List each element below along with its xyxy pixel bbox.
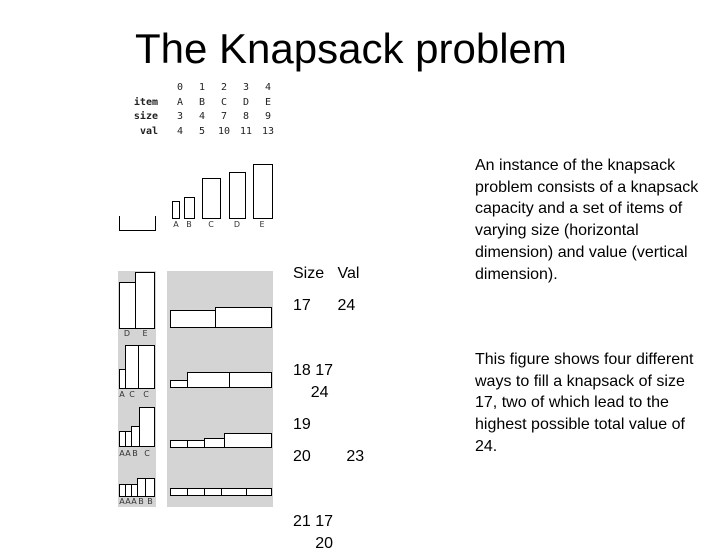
size-val-header: Size Val: [293, 265, 360, 282]
size-cell: 9: [264, 111, 272, 122]
knapsack3-item-c: [225, 434, 272, 448]
item-bar-a: [173, 202, 180, 219]
solution2-item-c: [139, 346, 155, 389]
val-cell: 5: [198, 125, 206, 137]
solution-label: B: [138, 497, 144, 506]
solution2-item-c: [126, 346, 139, 389]
size-val-line: 24: [293, 384, 329, 401]
knapsack2-item-c: [188, 373, 230, 388]
solution2-item-a: [120, 370, 126, 389]
slide-title: The Knapsack problem: [135, 25, 567, 72]
size-val-line: 21 17: [293, 513, 334, 530]
size-val-line: 17 24: [293, 297, 356, 314]
item-bar-d: [230, 173, 246, 219]
row-label-size: size: [133, 111, 158, 122]
solution3-item-a: [126, 432, 132, 447]
solution4-item-a: [132, 485, 138, 497]
knapsack4-item-b: [247, 489, 272, 496]
solution4-item-a: [120, 485, 126, 497]
item-cell: B: [198, 96, 206, 108]
solution-label: D: [123, 329, 131, 338]
knapsack4-item-a: [205, 489, 222, 496]
item-bar-label: E: [259, 220, 265, 229]
index-cell: 3: [242, 82, 250, 93]
size-val-line: 18 17: [293, 362, 334, 379]
index-cell: 4: [264, 82, 272, 93]
row-label-val: val: [139, 125, 158, 137]
solution-label: B: [147, 497, 153, 506]
solution-label: A: [119, 497, 125, 506]
solution4-item-b: [146, 479, 155, 497]
item-cell: C: [220, 96, 228, 108]
solution-label: B: [132, 449, 138, 458]
solution3-item-a: [120, 432, 126, 447]
solution-label: C: [144, 449, 150, 458]
solution-label: A: [119, 449, 125, 458]
item-bar-label: C: [208, 220, 214, 229]
item-cell: E: [264, 96, 272, 108]
solution-label: A: [131, 497, 137, 506]
knapsack1-item-d: [171, 311, 216, 328]
knapsack1-item-e: [216, 308, 272, 328]
item-bar-b: [185, 198, 195, 219]
solution-label: A: [119, 390, 125, 399]
val-cell: 4: [176, 125, 184, 137]
size-val-line: 19: [293, 416, 311, 433]
solution-label: A: [125, 449, 131, 458]
solution3-item-c: [140, 408, 155, 447]
solution-label: E: [142, 329, 148, 338]
item-cell: D: [242, 96, 250, 108]
solution1-item-d: [120, 283, 136, 329]
index-cell: 2: [220, 82, 228, 93]
item-bar-label: D: [233, 220, 241, 229]
knapsack2-item-a: [171, 381, 188, 388]
solution1-item-e: [136, 273, 155, 329]
val-cell: 10: [217, 125, 231, 137]
item-bar-e: [254, 165, 273, 219]
size-val-line: 20: [293, 535, 334, 552]
size-cell: 3: [176, 111, 184, 122]
row-label-item: item: [133, 96, 158, 108]
item-bar-c: [203, 179, 221, 219]
knapsack3-item-b: [205, 439, 225, 448]
index-cell: 0: [176, 82, 184, 93]
solution-label: A: [125, 497, 131, 506]
knapsack4-item-a: [188, 489, 205, 496]
item-bar-label: B: [186, 220, 192, 229]
knapsack3-item-a: [188, 441, 205, 448]
knapsack2-item-c: [230, 373, 272, 388]
val-cell: 11: [239, 125, 253, 137]
description-paragraph-2: This figure shows four different ways to fill a knapsack of size 17, two of which lead to the highest possible total value of 24.: [475, 351, 694, 455]
size-cell: 8: [242, 111, 250, 122]
knapsack3-item-a: [171, 441, 188, 448]
solution-label: C: [143, 390, 149, 399]
solution3-item-b: [132, 427, 140, 447]
description-paragraph-1: An instance of the knapsack problem consists of a knapsack capacity and a set of items of varying size (horizontal dimension) and value (vertical dimension).: [475, 157, 699, 283]
solution4-item-a: [126, 485, 132, 497]
index-cell: 1: [198, 82, 206, 93]
knapsack4-item-b: [222, 489, 247, 496]
size-cell: 4: [198, 111, 206, 122]
solution-label: C: [129, 390, 135, 399]
item-bar-label: A: [173, 220, 179, 229]
solution4-item-b: [138, 479, 146, 497]
size-cell: 7: [220, 111, 228, 122]
knapsack4-item-a: [171, 489, 188, 496]
val-cell: 13: [261, 125, 275, 137]
empty-knapsack: [120, 216, 156, 231]
size-val-line: 20 23: [293, 448, 365, 465]
item-cell: A: [176, 96, 184, 108]
